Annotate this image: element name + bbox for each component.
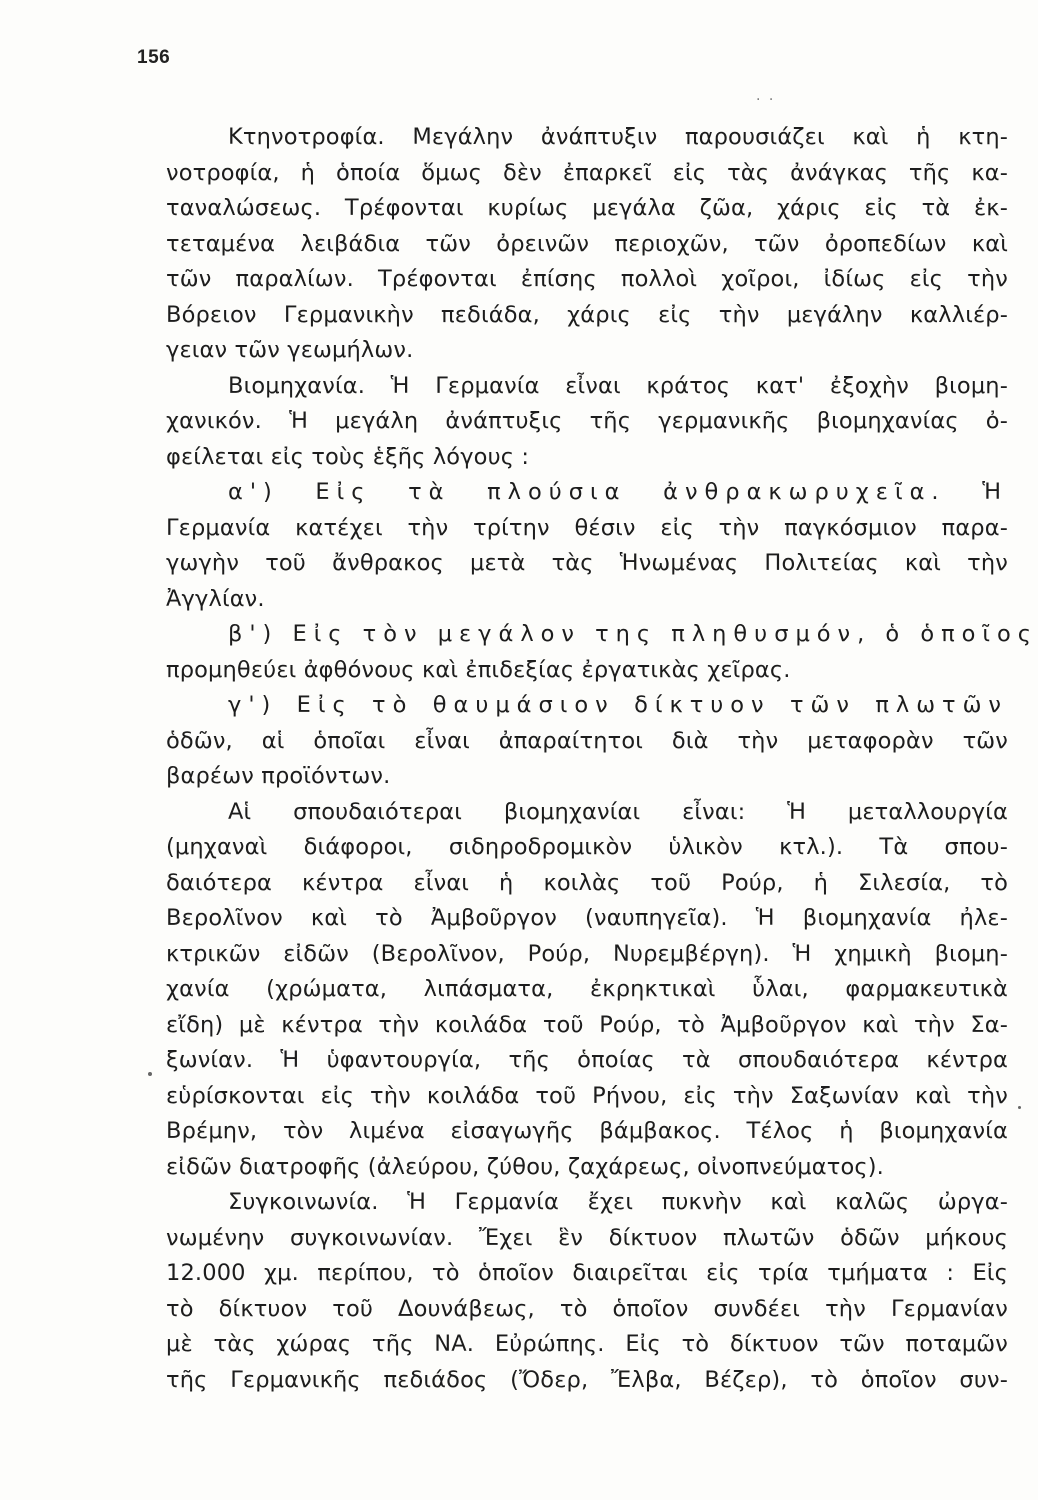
text-line: (μηχαναὶ διάφοροι, σιδηροδρομικὸν ὑλικὸν κτλ.). Τὰ σπου- xyxy=(166,834,1008,860)
print-speck xyxy=(1018,1106,1021,1109)
top-dots-mark: . . xyxy=(756,88,776,104)
text-line: νοτροφία, ἡ ὁποία ὅμως δὲν ἐπαρκεῖ εἰς τὰς ἀνάγκας τῆς κα- xyxy=(166,159,1008,186)
text-line: γ') Εἰς τὸ θαυμάσιον δίκτυον τῶν πλωτῶν xyxy=(228,692,1008,718)
text-line: β') Εἰς τὸν μεγάλον της πληθυσμόν, ὁ ὁποῖος xyxy=(228,621,1038,647)
print-speck xyxy=(148,1072,152,1076)
text-line: Γερμανία κατέχει τὴν τρίτην θέσιν εἰς τὴν παγκόσμιον παρα- xyxy=(166,514,1008,541)
text-line: Συγκοινωνία. Ἡ Γερμανία ἔχει πυκνὴν καὶ καλῶς ὠργα- xyxy=(228,1189,1008,1215)
text-line: εἰδῶν διατροφῆς (ἀλεύρου, ζύθου, ζαχάρεως, οἰνοπνεύματος). xyxy=(166,1153,884,1180)
text-line: Βόρειον Γερμανικὴν πεδιάδα, χάρις εἰς τὴν μεγάλην καλλιέρ- xyxy=(166,301,1008,328)
text-line: εἴδη) μὲ κέντρα τὴν κοιλάδα τοῦ Ρούρ, τὸ Ἀμβοῦργον καὶ τὴν Σα- xyxy=(166,1011,1008,1038)
text-line: βαρέων προϊόντων. xyxy=(166,763,391,789)
text-line: χανία (χρώματα, λιπάσματα, ἐκρηκτικαὶ ὗλαι, φαρμακευτικὰ xyxy=(166,976,1008,1002)
text-line: δαιότερα κέντρα εἶναι ἡ κοιλὰς τοῦ Ρούρ, ἡ Σιλεσία, τὸ xyxy=(166,869,1008,896)
text-line: τὸ δίκτυον τοῦ Δουνάβεως, τὸ ὁποῖον συνδέει τὴν Γερμανίαν xyxy=(166,1295,1008,1322)
text-line: εὑρίσκονται εἰς τὴν κοιλάδα τοῦ Ρήνου, εἰς τὴν Σαξωνίαν καὶ τὴν xyxy=(166,1082,1008,1109)
text-line: γωγὴν τοῦ ἄνθρακος μετὰ τὰς Ἡνωμένας Πολιτείας καὶ τὴν xyxy=(166,550,1008,576)
text-line: ταναλώσεως. Τρέφονται κυρίως μεγάλα ζῶα, χάρις εἰς τὰ ἐκ- xyxy=(166,195,1008,221)
text-line: ξωνίαν. Ἡ ὑφαντουργία, τῆς ὁποίας τὰ σπουδαιότερα κέντρα xyxy=(166,1047,1008,1073)
text-line: τεταμένα λειβάδια τῶν ὀρεινῶν περιοχῶν, τῶν ὀροπεδίων καὶ xyxy=(166,230,1008,257)
text-line: προμηθεύει ἀφθόνους καὶ ἐπιδεξίας ἐργατικὰς χεῖρας. xyxy=(166,656,791,683)
text-line: Βερολῖνον καὶ τὸ Ἀμβοῦργον (ναυπηγεῖα). Ἡ βιομηχανία ἠλε- xyxy=(166,905,1008,931)
text-line: κτρικῶν εἰδῶν (Βερολῖνον, Ρούρ, Νυρεμβέργη). Ἡ χημικὴ βιομη- xyxy=(166,940,1008,967)
text-line: Αἱ σπουδαιότεραι βιομηχανίαι εἶναι: Ἡ μεταλλουργία xyxy=(228,798,1008,825)
text-line: μὲ τὰς χώρας τῆς ΝΑ. Εὐρώπης. Εἰς τὸ δίκτυον τῶν ποταμῶν xyxy=(166,1331,1008,1357)
text-line: τῶν παραλίων. Τρέφονται ἐπίσης πολλοὶ χοῖροι, ἰδίως εἰς τὴν xyxy=(166,266,1008,292)
text-line: Ἀγγλίαν. xyxy=(166,585,265,612)
text-line: ὁδῶν, αἱ ὁποῖαι εἶναι ἀπαραίτητοι διὰ τὴν μεταφορὰν τῶν xyxy=(166,727,1008,754)
text-line: Κτηνοτροφία. Μεγάλην ἀνάπτυξιν παρουσιάζει καὶ ἡ κτη- xyxy=(228,124,1008,150)
text-line: νωμένην συγκοινωνίαν. Ἔχει ἓν δίκτυον πλωτῶν ὁδῶν μήκους xyxy=(166,1224,1008,1251)
text-line: 12.000 χμ. περίπου, τὸ ὁποῖον διαιρεῖται εἰς τρία τμήματα : Εἰς xyxy=(166,1260,1008,1286)
body-text xyxy=(166,120,1038,1398)
text-line: Βιομηχανία. Ἡ Γερμανία εἶναι κράτος κατ' ἐξοχὴν βιομη- xyxy=(228,372,1008,399)
text-line: χανικόν. Ἡ μεγάλη ἀνάπτυξις τῆς γερμανικῆς βιομηχανίας ὀ- xyxy=(166,408,1008,434)
text-line: Βρέμην, τὸν λιμένα εἰσαγωγῆς βάμβακος. Τέλος ἡ βιομηχανία xyxy=(166,1118,1008,1144)
text-line: φείλεται εἰς τοὺς ἑξῆς λόγους : xyxy=(166,443,530,470)
text-line: τῆς Γερμανικῆς πεδιάδος (Ὄδερ, Ἔλβα, Βέζερ), τὸ ὁποῖον συν- xyxy=(166,1366,1008,1393)
page-number: 156 xyxy=(137,47,171,68)
text-line: γειαν τῶν γεωμήλων. xyxy=(166,337,414,363)
text-line: α') Εἰς τὰ πλούσια ἀνθρακωρυχεῖα. Ἡ xyxy=(228,479,1008,505)
